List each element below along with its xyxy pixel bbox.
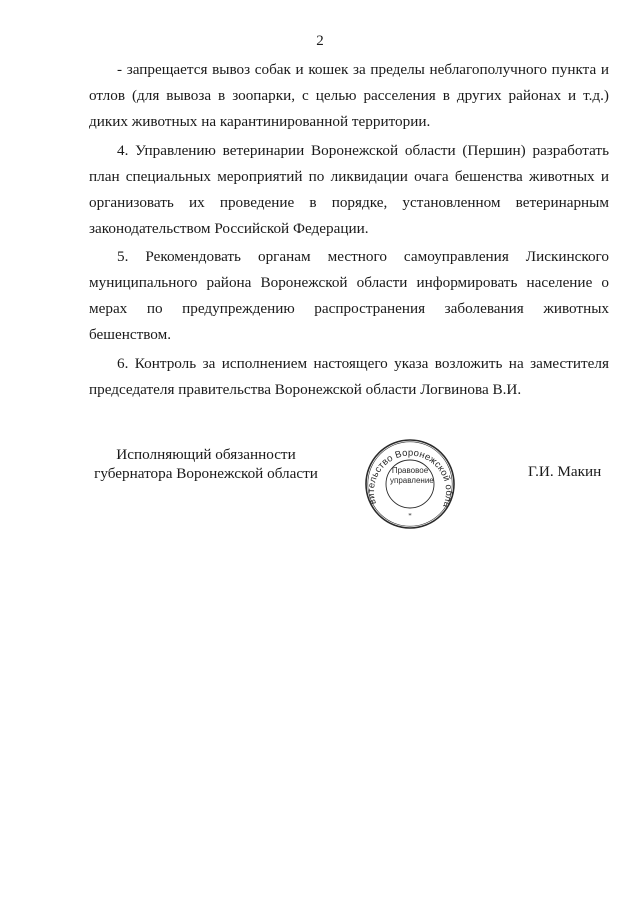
seal-center-line-1: Правовое	[391, 466, 429, 475]
seal-star-mark: *	[408, 512, 412, 520]
page-number: 2	[316, 33, 324, 49]
official-seal-stamp	[364, 438, 456, 530]
seal-ring-text: вительство Воронежской обла	[365, 447, 455, 510]
seal-center-line-2: управление	[390, 476, 434, 485]
signer-title-line-1: Исполняющий обязанности	[116, 446, 296, 463]
paragraph-prohibition: - запрещается вывоз собак и кошек за пределы неблагополучного пункта и отлов (для вывоза в зоопарки, с целью расселения в других районах и т.д.) диких животных на карантинированной территории.	[89, 61, 609, 130]
document-body	[89, 57, 609, 405]
signature-block	[0, 438, 640, 528]
signer-name: Г.И. Макин	[528, 463, 602, 480]
paragraph-item-6: 6. Контроль за исполнением настоящего указа возложить на заместителя председателя правительства Воронежской области Логвинова В.И.	[89, 354, 609, 398]
seal-center-text	[390, 466, 434, 486]
signer-title	[86, 445, 326, 483]
paragraph-item-5: 5. Рекомендовать органам местного самоуправления Лискинского муниципального района Воронежской области информировать население о мерах по предупреждению распространения заболевания животных бешенством.	[89, 248, 609, 343]
paragraph-item-4: 4. Управлению ветеринарии Воронежской области (Першин) разработать план специальных мероприятий по ликвидации очага бешенства животных и организовать их проведение в порядке, установленном ветеринарным законодательством Российской Федерации.	[89, 141, 609, 237]
signer-title-line-2: губернатора Воронежской области	[94, 465, 318, 482]
